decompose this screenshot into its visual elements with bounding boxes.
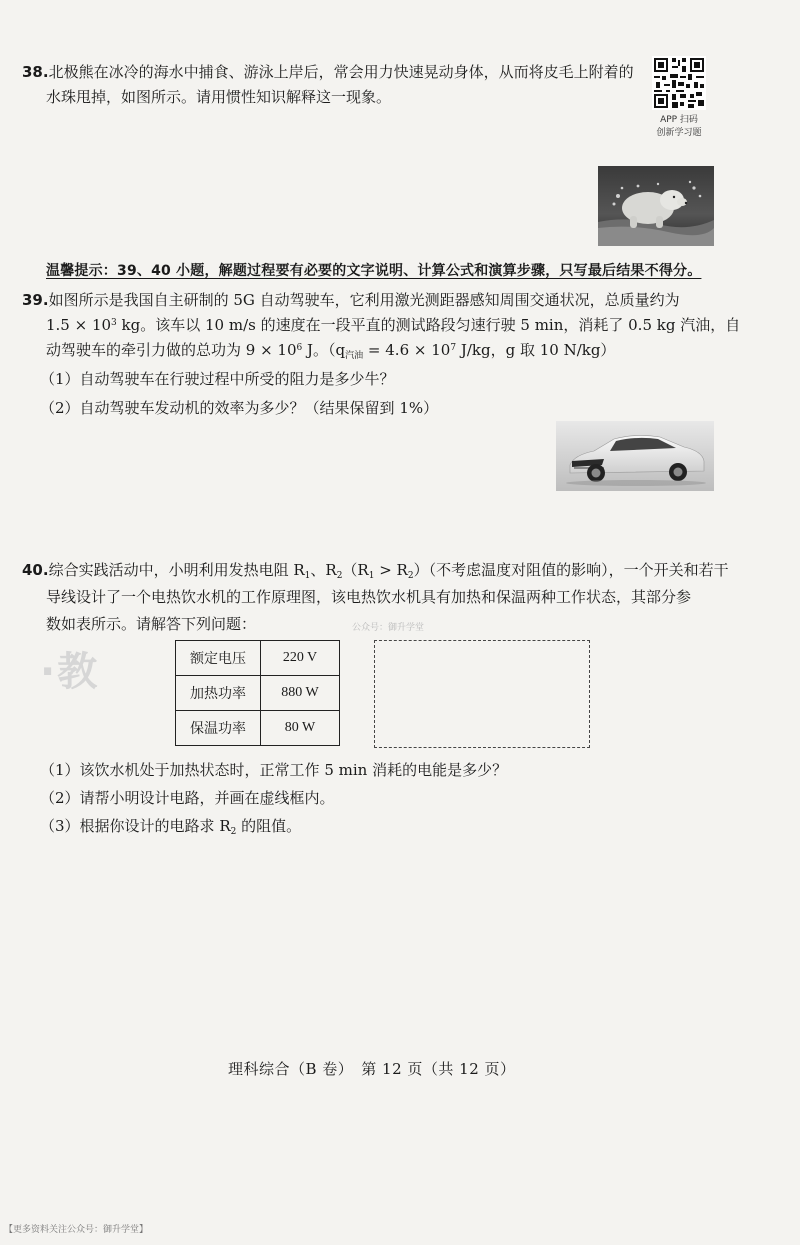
q39-sub2: （2）自动驾驶车发动机的效率为多少？（结果保留到 1%）	[40, 399, 439, 417]
table-row	[176, 641, 340, 676]
q40-sub3: （3）根据你设计的电路求 $R_2$ 的阻值。	[40, 817, 302, 837]
watermark-large: ·教	[40, 649, 100, 695]
page-footer: 理科综合（B 卷） 第 12 页（共 12 页）	[228, 1060, 516, 1078]
qr-code-icon	[652, 56, 706, 110]
qr-caption: APP 扫码 创新学习题	[656, 115, 702, 138]
q38-number: 38.	[22, 63, 49, 81]
table-key: 保温功率	[176, 711, 261, 746]
q40-sub1: （1）该饮水机处于加热状态时，正常工作 5 min 消耗的电能是多少？	[40, 761, 508, 779]
q39-sub1: （1）自动驾驶车在行驶过程中所受的阻力是多少牛？	[40, 370, 395, 388]
q38-line2: 水珠甩掉，如图所示。请用惯性知识解释这一现象。	[46, 88, 392, 106]
table-value: 80 W	[261, 711, 340, 746]
q39-line2: $1.5 \times 10^3$ kg。该车以 10 m/s 的速度在一段平直的测试路段匀速行驶 5 min，消耗了 0.5 kg 汽油，自	[46, 316, 741, 334]
car-photo	[556, 421, 714, 491]
q39-line3: 动驾驶车的牵引力做的总功为 $9 \times 10^6$ J。（$q_{汽油} = 4.6 \times 10^7$ J/kg，g 取 10 N/kg）	[46, 341, 616, 361]
circuit-drawing-box[interactable]	[374, 640, 590, 748]
q39-number: 39.	[22, 291, 49, 309]
table-row	[176, 711, 340, 746]
q38-line1: 38.北极熊在冰冷的海水中捕食、游泳上岸后，常会用力快速晃动身体，从而将皮毛上附着的	[22, 63, 634, 81]
q39-line1: 39.如图所示是我国自主研制的 5G 自动驾驶车，它利用激光测距器感知周围交通状况，总质量约为	[22, 291, 680, 309]
parameter-table	[175, 640, 340, 746]
q40-line2: 导线设计了一个电热饮水机的工作原理图，该电热饮水机具有加热和保温两种工作状态，其部分参	[46, 588, 692, 606]
watermark-small: 公众号：御升学堂	[352, 623, 425, 633]
table-key: 额定电压	[176, 641, 261, 676]
hint-text: 温馨提示：39、40 小题，解题过程要有必要的文字说明、计算公式和演算步骤，只写最后结果不得分。	[46, 263, 702, 279]
table-key: 加热功率	[176, 676, 261, 711]
table-row	[176, 676, 340, 711]
q40-number: 40.	[22, 561, 49, 579]
bottom-note: 【更多资料关注公众号：御升学堂】	[4, 1225, 149, 1235]
q40-line1: 40.综合实践活动中，小明利用发热电阻 $R_1$、$R_2(R_1 > R_2)$（不考虑温度对阻值的影响），一个开关和若干	[22, 561, 729, 581]
table-value: 220 V	[261, 641, 340, 676]
q40-sub2: （2）请帮小明设计电路，并画在虚线框内。	[40, 789, 335, 807]
q40-line3: 数如表所示。请解答下列问题：	[46, 615, 257, 633]
table-value: 880 W	[261, 676, 340, 711]
polar-bear-photo	[598, 166, 714, 246]
